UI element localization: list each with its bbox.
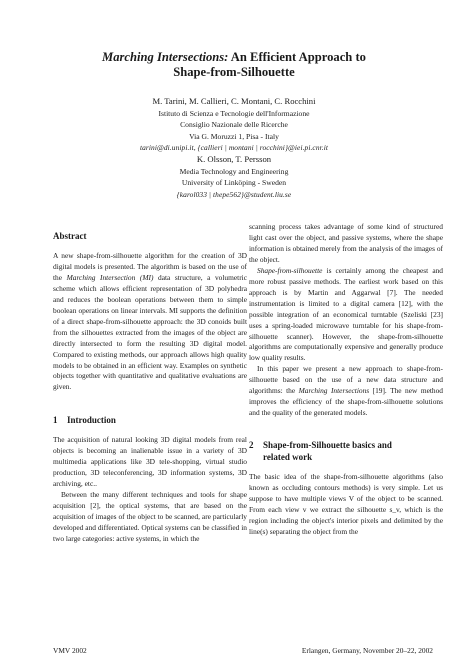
right-paragraph-2-emphasis: Shape-from-silhouette	[257, 265, 323, 275]
affiliation-2-line-1: Media Technology and Engineering	[179, 166, 289, 176]
author-names-1: M. Tarini, M. Callieri, C. Montani, C. Rocchini	[152, 96, 316, 106]
title-line-2: Shape-from-Silhouette	[173, 65, 295, 79]
author-names-2: K. Olsson, T. Persson	[196, 153, 272, 164]
right-column	[249, 222, 443, 538]
right-paragraph-3-emphasis: Marching Intersections	[298, 386, 370, 396]
author-emails-2: {karol033 | thepe562}@student.liu.se	[176, 189, 292, 199]
author-emails-1: tarini@di.unipi.it, {callieri | montani | rocchini}@iei.pi.cnr.it	[139, 143, 329, 153]
abstract-text-a: A new shape-from-silhouette algorithm for the creation of 3D digital models is presented. The algorithm is based on the use of the	[53, 251, 247, 282]
section-2-paragraph-1: The basic idea of the shape-from-silhouette algorithms (also known as occluding contours methods) is very simple. Let us suppose to have multiple views V of the object to be scanned. From each view v we extract the silhouette s_v, which is the region including the object's interior pixels and delimited by the line(s) separating the object from the	[249, 472, 443, 536]
author-block	[30, 96, 438, 200]
abstract-text-b: data structure, a volumetric scheme which allows efficient representation of 3D polyhedra and reduces the boolean operations between them to simple boolean operations on linear intervals. MI supports the definition of a direct shape-from-silhouette approach: the 3D conoids built from the silhouettes extracted from the images of the object are directly intersected to form the resulting 3D digital model. Compared to existing methods, our approach allows high quality models to be obtained in an efficient way. Examples on synthetic objects together with quantitative and qualitative evaluations are given.	[53, 272, 247, 392]
intro-heading	[53, 414, 247, 426]
title-rest-part: An Efficient Approach to	[228, 50, 366, 64]
right-paragraph-3-text-a: In this paper we present a new approach to shape-from-silhouette based on the use of a new data structure and algorithms: the	[249, 364, 443, 396]
section-2-title-line-2: related work	[263, 452, 313, 463]
right-paragraph-1: scanning process takes advantage of some kind of structured light cast over the object, and passive systems, where the shape information is obtained merely from the analysis of the images of the object.	[249, 222, 443, 264]
affiliation-1-line-1: Istituto di Scienza e Tecnologie dell'Informazione	[158, 108, 310, 118]
section-2-title-line-1: Shape-from-Silhouette basics and	[263, 440, 392, 451]
affiliation-2-line-2: University of Linköping - Sweden	[181, 178, 287, 188]
footer-venue: VMV 2002	[53, 646, 87, 655]
right-paragraph-3	[249, 364, 443, 419]
section-2-number: 2	[249, 440, 254, 451]
title-italic-part: Marching Intersections:	[102, 50, 229, 64]
footer-location-date: Erlangen, Germany, November 20–22, 2002	[301, 646, 433, 655]
abstract-text-emphasis: Marching Intersection (MI)	[66, 272, 154, 282]
right-paragraph-2-text: is certainly among the cheapest and more robust passive methods. The earliest work based on this approach is by Martin and Aggarwal [7]. The needed instrumentation is limited to a digital camera [12], with the possible integration of an economical turntable (Szeliski [23] uses a spring-loaded microwave turntable for his shape-from-silhouette scanner). However, the shape-from-silhouette algorithms are computationally expensive and generally produce low quality results.	[249, 265, 443, 363]
affiliation-1-line-2: Consiglio Nazionale delle Ricerche	[180, 120, 288, 130]
intro-paragraph-2: Between the many different techniques and tools for shape acquisition [2], the optical systems, that are based on the acquisition of images of the object to be scanned, are particularly developed and differentiated. Optical systems can be classified in two large categories: active systems, in which the	[53, 490, 247, 543]
intro-section-number: 1	[53, 415, 58, 426]
right-paragraph-2	[249, 266, 443, 365]
section-2-heading	[249, 439, 443, 463]
intro-paragraph-1: The acquisition of natural looking 3D digital models from real objects is becoming an inalienable issue in a variety of 3D multimedia applications like 3D tele-shopping, virtual studio production, 3D teleconferencing, 3D information systems, 3D archiving, etc..	[53, 435, 247, 489]
right-paragraph-3-text-b: [19]. The new method improves the efficiency of the shape-from-silhouette solutions and the quality of the generated models.	[249, 386, 443, 418]
abstract-heading: Abstract	[53, 231, 87, 241]
left-column	[53, 230, 247, 545]
affiliation-1-line-3: Via G. Moruzzi 1, Pisa - Italy	[189, 131, 279, 141]
title-block	[30, 50, 438, 200]
intro-section-title: Introduction	[67, 415, 116, 426]
abstract-paragraph	[53, 251, 247, 393]
paper-title	[30, 50, 438, 80]
